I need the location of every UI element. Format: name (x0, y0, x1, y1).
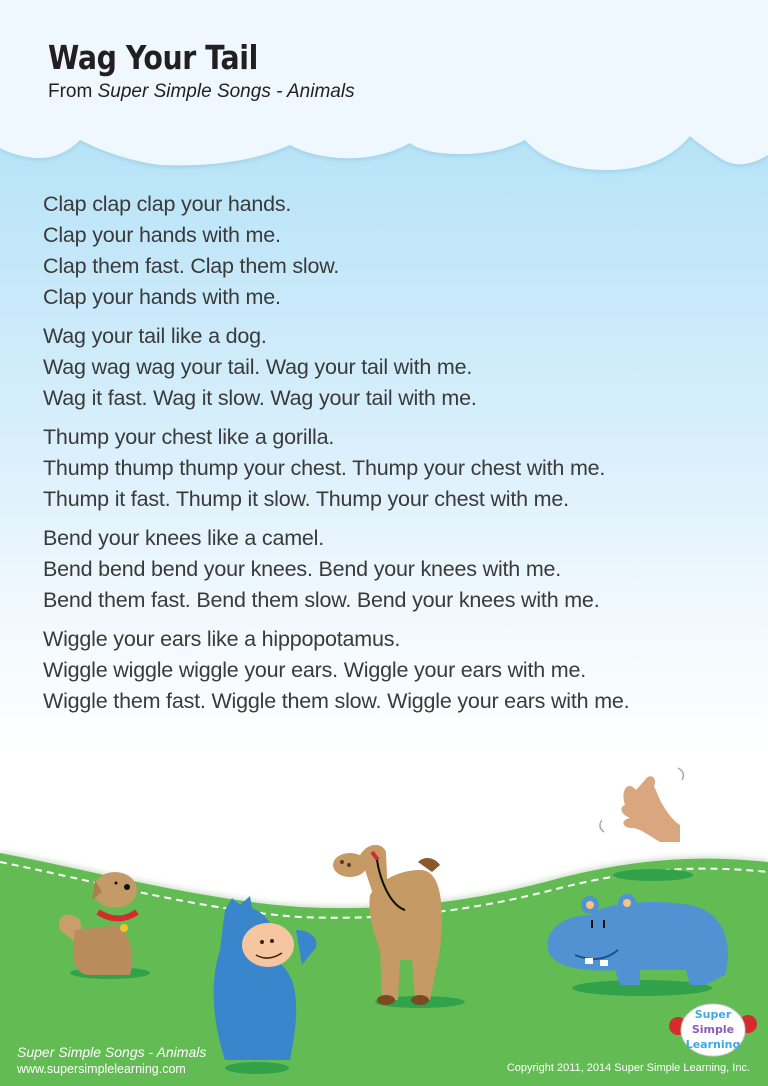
super-simple-learning-logo (668, 1002, 758, 1058)
copyright: Copyright 2011, 2014 Super Simple Learning, Inc. (506, 1062, 750, 1074)
verse-thump (43, 422, 763, 515)
lyric-line: Bend your knees like a camel. (43, 526, 325, 550)
footer-url[interactable]: www.supersimplelearning.com (17, 1062, 186, 1076)
lyric-line: Clap clap clap your hands. (43, 192, 292, 216)
lyric-line: Thump your chest like a gorilla. (43, 425, 335, 449)
lyric-line: Clap your hands with me. (43, 223, 281, 247)
animal-illustration (0, 740, 768, 1086)
verse-clap (43, 189, 763, 313)
lyric-line: Wiggle wiggle wiggle your ears. Wiggle your ears with me. (43, 658, 587, 682)
song-title: Wag Your Tail (48, 38, 258, 77)
svg-text:Super: Super (694, 1008, 732, 1021)
verse-wiggle (43, 624, 763, 717)
lyric-line: Wiggle your ears like a hippopotamus. (43, 627, 401, 651)
footer-info (17, 1044, 206, 1077)
footer-series: Super Simple Songs - Animals (17, 1044, 207, 1060)
waving-hand-icon (600, 768, 683, 842)
lyric-line: Thump thump thump your chest. Thump your chest with me. (43, 456, 606, 480)
lyric-line: Thump it fast. Thump it slow. Thump your chest with me. (43, 487, 569, 511)
subtitle-source: Super Simple Songs - Animals (97, 81, 355, 102)
lyric-line: Wag your tail like a dog. (43, 324, 267, 348)
svg-text:Simple: Simple (691, 1023, 735, 1036)
lyric-line: Bend bend bend your knees. Bend your knees with me. (43, 557, 562, 581)
svg-text:Learning: Learning (685, 1038, 741, 1051)
lyric-line: Wag it fast. Wag it slow. Wag your tail with me. (43, 386, 477, 410)
verse-wag (43, 321, 763, 414)
lyric-line: Wag wag wag your tail. Wag your tail with me. (43, 355, 473, 379)
lyric-line: Clap your hands with me. (43, 285, 281, 309)
lyric-line: Wiggle them fast. Wiggle them slow. Wiggle your ears with me. (43, 689, 630, 713)
song-source (48, 81, 355, 103)
lyrics (43, 189, 763, 725)
lyric-line: Clap them fast. Clap them slow. (43, 254, 340, 278)
ladybug-icon (668, 1002, 758, 1058)
subtitle-prefix: From (48, 81, 98, 102)
verse-bend (43, 523, 763, 616)
lyric-line: Bend them fast. Bend them slow. Bend your knees with me. (43, 588, 600, 612)
